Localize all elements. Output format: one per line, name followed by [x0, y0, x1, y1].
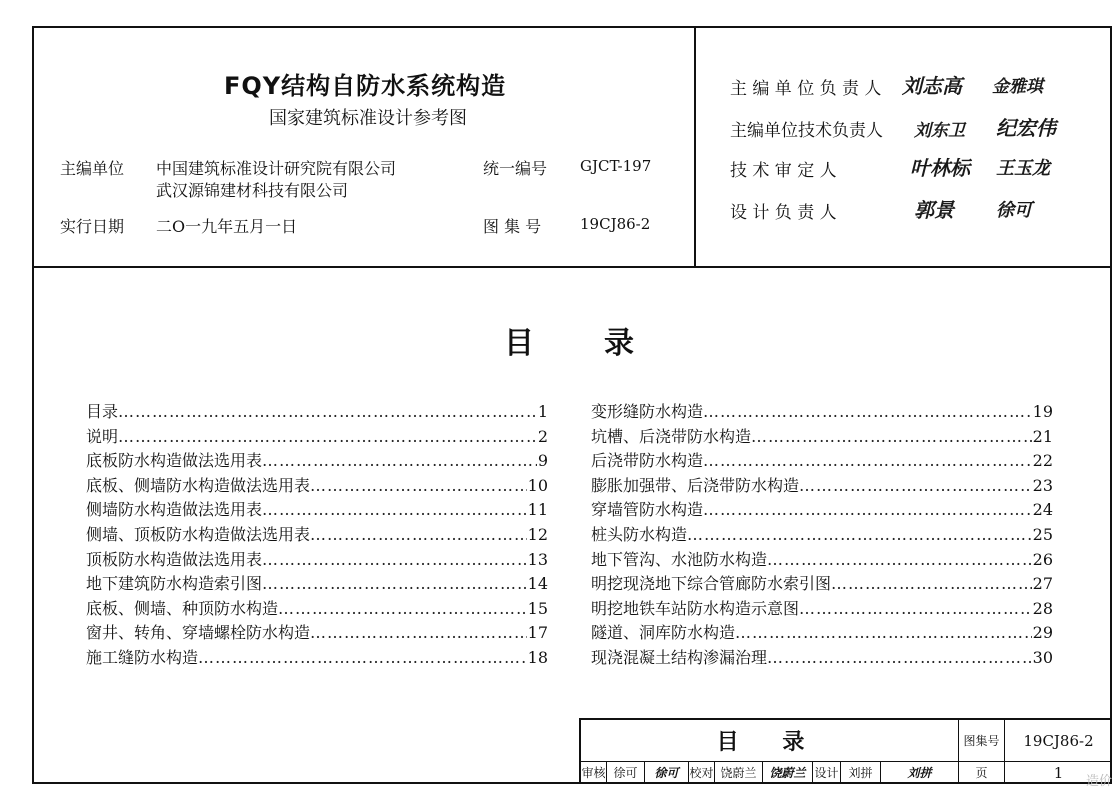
- editor-label: 主编单位: [60, 159, 125, 178]
- toc-entry-title: 隧道、洞库防水构造: [591, 623, 736, 643]
- title-block-name: 目 录: [581, 720, 959, 762]
- date-label: 实行日期: [60, 217, 125, 236]
- toc-entry-title: 底板防水构造做法选用表: [86, 451, 263, 471]
- watermark: 造价: [1086, 774, 1113, 789]
- toc-entry-page: 25: [1032, 524, 1053, 544]
- toc-leader-dots: [831, 572, 1032, 597]
- review-label: 审核: [581, 762, 607, 784]
- toc-leader-dots: [703, 449, 1032, 474]
- toc-entry-title: 目录: [86, 402, 119, 421]
- toc-entry[interactable]: [591, 474, 1053, 499]
- toc-entry[interactable]: [591, 523, 1053, 548]
- check-label: 校对: [689, 762, 715, 784]
- review-signature: 徐可: [645, 762, 689, 784]
- toc-leader-dots: [751, 425, 1032, 450]
- toc-entry-page: 26: [1032, 549, 1053, 569]
- atlas-no-value: 19CJ86-2: [580, 215, 651, 233]
- toc-leader-dots: [310, 474, 527, 499]
- editor-unit-2: 武汉源锦建材科技有限公司: [156, 181, 349, 200]
- toc-entry[interactable]: [86, 523, 548, 548]
- toc-entry[interactable]: [86, 621, 548, 646]
- signoff-role-1: 主 编 单 位 负 责 人: [730, 79, 882, 99]
- toc-leader-dots: [687, 523, 1032, 548]
- check-name: 饶蔚兰: [715, 762, 763, 784]
- toc-entry-page: 9: [537, 451, 548, 471]
- toc-entry[interactable]: [86, 425, 548, 450]
- toc-entry-page: 23: [1032, 475, 1053, 495]
- toc-leader-dots: [118, 425, 537, 450]
- title-block-atlas-label: 图集号: [959, 720, 1005, 762]
- signature-1a: 刘志高: [902, 74, 962, 98]
- toc-entry[interactable]: [591, 425, 1053, 450]
- toc-entry[interactable]: [86, 597, 548, 622]
- signature-3a: 叶林标: [910, 156, 970, 180]
- check-signature: 饶蔚兰: [763, 762, 813, 784]
- toc-entry-title: 侧墙防水构造做法选用表: [86, 500, 263, 520]
- toc-entry-title: 底板、侧墙、种顶防水构造: [86, 598, 279, 618]
- toc-entry-page: 21: [1032, 426, 1053, 446]
- toc-entry-page: 2: [537, 426, 548, 446]
- editor-unit-1: 中国建筑标准设计研究院有限公司: [156, 159, 397, 178]
- document-title: FQY结构自防水系统构造: [224, 72, 507, 100]
- signature-4b: 徐可: [996, 200, 1032, 221]
- toc-entry-page: 11: [527, 500, 548, 520]
- toc-entry[interactable]: [591, 548, 1053, 573]
- toc-entry-page: 17: [527, 623, 548, 643]
- toc-leader-dots: [703, 400, 1032, 425]
- toc-leader-dots: [767, 646, 1032, 671]
- toc-leader-dots: [198, 646, 527, 671]
- toc-entry-page: 13: [527, 549, 548, 569]
- toc-entry-title: 桩头防水构造: [591, 524, 688, 544]
- toc-leader-dots: [310, 621, 527, 646]
- toc-entry-title: 后浇带防水构造: [591, 451, 704, 471]
- toc-entry[interactable]: [86, 474, 548, 499]
- toc-leader-dots: [799, 597, 1032, 622]
- toc-entry-title: 明挖现浇地下综合管廊防水索引图: [591, 574, 832, 594]
- toc-leader-dots: [310, 523, 527, 548]
- title-block-atlas-value: 19CJ86-2: [1005, 720, 1112, 762]
- toc-entry[interactable]: [86, 449, 548, 474]
- toc-entry-page: 28: [1032, 598, 1053, 618]
- toc-leader-dots: [767, 548, 1032, 573]
- review-name: 徐可: [607, 762, 645, 784]
- signature-2b: 纪宏伟: [996, 116, 1056, 140]
- toc-leader-dots: [735, 621, 1032, 646]
- date-value: 二O一九年五月一日: [156, 217, 298, 236]
- toc-entry-page: 10: [527, 475, 548, 495]
- signature-3b: 王玉龙: [996, 158, 1050, 179]
- toc-entry-page: 15: [527, 598, 548, 618]
- toc-entry[interactable]: [86, 646, 548, 671]
- signoff-role-4: 设 计 负 责 人: [730, 203, 837, 223]
- toc-entry[interactable]: [591, 646, 1053, 671]
- toc-entry[interactable]: [591, 621, 1053, 646]
- signoff-role-3: 技 术 审 定 人: [730, 161, 837, 181]
- toc-entry-title: 坑槽、后浇带防水构造: [591, 426, 752, 446]
- page-value: 1: [1005, 762, 1112, 784]
- toc-entry[interactable]: [591, 597, 1053, 622]
- toc-entry-page: 29: [1032, 623, 1053, 643]
- unified-no-label: 统一编号: [483, 159, 548, 178]
- toc-entry-title: 侧墙、顶板防水构造做法选用表: [86, 524, 311, 544]
- toc-entry-title: 说明: [86, 426, 119, 446]
- toc-entry-title: 膨胀加强带、后浇带防水构造: [591, 475, 800, 495]
- toc-leader-dots: [262, 498, 527, 523]
- toc-entry[interactable]: [591, 572, 1053, 597]
- toc-heading-left: 目: [504, 326, 534, 361]
- toc-entry[interactable]: [86, 548, 548, 573]
- toc-right-column: [591, 400, 1053, 671]
- toc-entry-page: 14: [527, 574, 548, 594]
- toc-leader-dots: [262, 572, 527, 597]
- toc-entry[interactable]: [591, 449, 1053, 474]
- design-label: 设计: [813, 762, 841, 784]
- signoff-role-2: 主编单位技术负责人: [730, 121, 883, 141]
- atlas-no-label: 图 集 号: [483, 217, 542, 236]
- toc-leader-dots: [118, 400, 537, 425]
- toc-entry-page: 1: [537, 402, 548, 421]
- toc-leader-dots: [278, 597, 527, 622]
- toc-entry-page: 18: [527, 647, 548, 667]
- drawing-sheet: [32, 26, 1112, 784]
- toc-leader-dots: [799, 474, 1032, 499]
- toc-leader-dots: [703, 498, 1032, 523]
- toc-entry[interactable]: [591, 400, 1053, 425]
- design-signature: 刘拼: [881, 762, 959, 784]
- toc-entry-title: 穿墙管防水构造: [591, 500, 704, 520]
- title-block: [579, 718, 1112, 784]
- toc-entry-title: 现浇混凝土结构渗漏治理: [591, 647, 768, 667]
- toc-entry-title: 地下管沟、水池防水构造: [591, 549, 768, 569]
- header-divider: [34, 266, 1110, 268]
- toc-entry[interactable]: [86, 400, 548, 425]
- toc-entry-page: 12: [527, 524, 548, 544]
- toc-entry-title: 变形缝防水构造: [591, 402, 704, 421]
- toc-entry-page: 22: [1032, 451, 1053, 471]
- toc-left-column: [86, 400, 548, 671]
- signature-1b: 金雅琪: [992, 77, 1043, 97]
- toc-leader-dots: [262, 449, 537, 474]
- toc-entry-title: 顶板防水构造做法选用表: [86, 549, 263, 569]
- page-label: 页: [959, 762, 1005, 784]
- toc-entry-page: 24: [1032, 500, 1053, 520]
- toc-entry-title: 地下建筑防水构造索引图: [86, 574, 263, 594]
- signature-4a: 郭景: [914, 198, 954, 222]
- toc-entry-title: 底板、侧墙防水构造做法选用表: [86, 475, 311, 495]
- document-subtitle: 国家建筑标准设计参考图: [269, 108, 467, 129]
- toc-entry-title: 窗井、转角、穿墙螺栓防水构造: [86, 623, 311, 643]
- signature-2a: 刘东卫: [914, 121, 965, 141]
- design-name: 刘拼: [841, 762, 881, 784]
- toc-entry-title: 施工缝防水构造: [86, 647, 199, 667]
- toc-entry-page: 30: [1032, 647, 1053, 667]
- toc-entry-title: 明挖地铁车站防水构造示意图: [591, 598, 800, 618]
- unified-no-value: GJCT-197: [580, 157, 652, 175]
- toc-entry[interactable]: [86, 498, 548, 523]
- toc-leader-dots: [262, 548, 527, 573]
- toc-entry-page: 27: [1032, 574, 1053, 594]
- toc-entry[interactable]: [591, 498, 1053, 523]
- toc-heading-right: 录: [604, 326, 634, 361]
- toc-entry[interactable]: [86, 572, 548, 597]
- header-vertical-divider: [694, 28, 696, 266]
- toc-entry-page: 19: [1032, 402, 1053, 421]
